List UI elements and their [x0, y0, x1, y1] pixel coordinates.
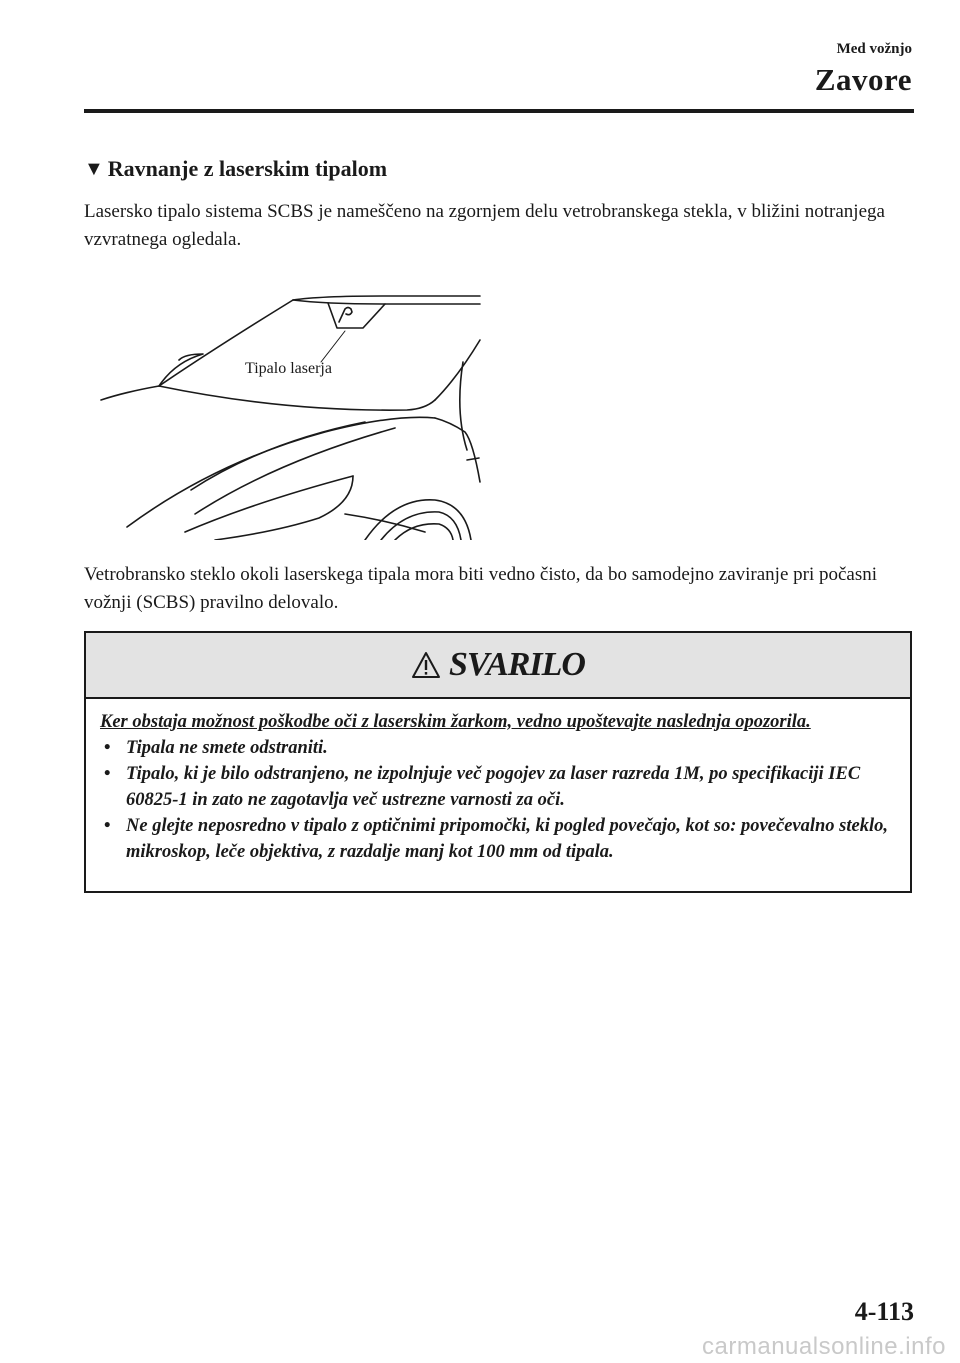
- warning-body: [86, 699, 910, 865]
- windshield-bottom: [159, 386, 435, 410]
- mirror-housing: [328, 303, 385, 328]
- windshield-sensor-figure: [95, 282, 485, 540]
- section-heading: [84, 156, 387, 182]
- header-rule: [84, 109, 914, 113]
- warning-item: • Tipala ne smete odstraniti.: [100, 735, 896, 761]
- paragraph-intro: Lasersko tipalo sistema SCBS je nameščeno na zgornjem delu vetrobranskega stekla, v bližini notranjega vzvratnega ogledala.: [84, 201, 885, 250]
- header-subsection: Med vožnjo: [836, 41, 912, 57]
- warning-item: • Ne glejte neposredno v tipalo z optičnimi pripomočki, ki pogled povečajo, kot so: povečevalno steklo, mikroskop, leče objektiva, z razdalje manj kot 100 mm od tipala.: [100, 813, 896, 865]
- a-pillar: [435, 340, 480, 400]
- roof-line: [293, 296, 480, 300]
- fender-curve: [215, 476, 353, 540]
- door-tick: [467, 458, 479, 460]
- windshield-top: [293, 300, 480, 304]
- sensor-glyph: [339, 308, 352, 323]
- paragraph-cleaning: Vetrobransko steklo okoli laserskega tipala mora biti vedno čisto, da bo samodejno zaviranje pri počasni vožnji (SCBS) pravilno delovalo.: [84, 564, 878, 613]
- hood-crease-1: [127, 417, 435, 527]
- warning-header: [86, 633, 910, 699]
- warning-intro: Ker obstaja možnost poškodbe oči z laserskim žarkom, vedno upoštevajte naslednja opozorila.: [100, 712, 811, 732]
- hood-edge: [101, 386, 159, 400]
- page-number: 4-113: [854, 1297, 914, 1326]
- warning-list: [100, 735, 896, 865]
- door-line: [460, 362, 467, 450]
- warning-title: SVARILO: [449, 646, 585, 683]
- header-section-title: Zavore: [814, 62, 912, 97]
- label-leader: [321, 331, 345, 362]
- warning-item: • Tipalo, ki je bilo odstranjeno, ne izpolnjuje več pogojev za laser razreda 1M, po specifikaciji IEC 60825-1 in zato ne zagotavlja več ustrezne varnosti za oči.: [100, 761, 896, 813]
- warning-box: [84, 631, 912, 893]
- triangle-bullet-icon: ▼: [84, 157, 104, 180]
- fender-line: [435, 418, 480, 482]
- watermark: carmanualsonline.info: [702, 1333, 946, 1360]
- running-header: [815, 40, 912, 98]
- section-heading-text: Ravnanje z laserskim tipalom: [107, 156, 388, 181]
- warning-triangle-icon: [411, 651, 441, 679]
- figure-label: Tipalo laserja: [245, 360, 332, 377]
